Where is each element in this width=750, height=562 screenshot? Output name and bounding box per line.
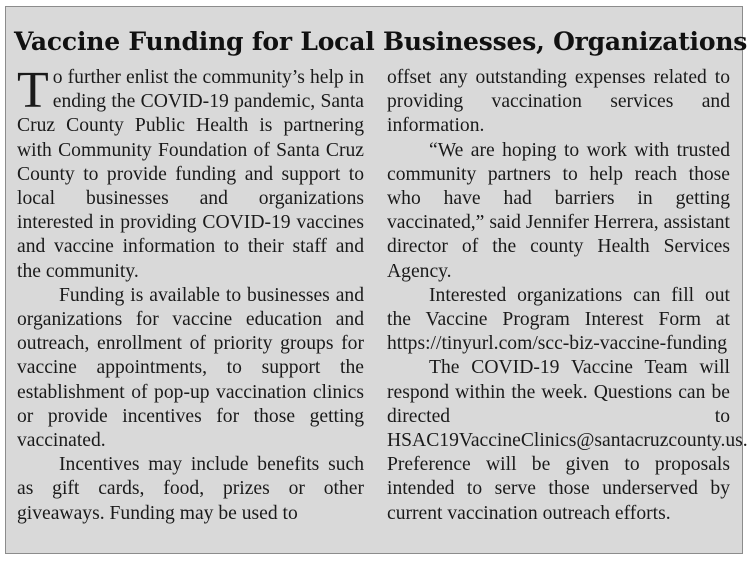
paragraph-6-contact: The COVID-19 Vaccine Team will respond within the week. Questions can be directed to HSAC19VaccineClinics@santacruzcounty.us. Preference will be given to proposals intended to serve those underserved by current vaccination outreach efforts. — [387, 357, 748, 524]
left-column — [17, 62, 364, 526]
paragraph-2: Funding is available to businesses and organizations for vaccine education and outreach, enrollment of priority groups for vaccine appointments, to support the establishment of pop-up vaccination clinics or provide incentives for those getting vaccinated. — [17, 284, 364, 452]
paragraph-4-quote: “We are hoping to work with trusted community partners to help reach those who have had barriers in getting vaccinated,” said Jennifer Herrera, assistant director of the county Health Services Agency. — [387, 139, 730, 282]
right-column — [387, 66, 748, 526]
paragraph-1-text: o further enlist the community’s help in ending the COVID-19 pandemic, Santa Cruz County Public Health is partnering with Community Foundation of Santa Cruz County to provide funding and support to local businesses and organizations interested in providing COVID-19 vaccines and vaccine information to their staff and the community. — [17, 67, 364, 282]
article-headline: Vaccine Funding for Local Businesses, Organizations — [14, 27, 748, 56]
paragraph-3-continued: offset any outstanding expenses related to providing vaccination services and information. — [387, 67, 730, 137]
paragraph-5-interest-form: Interested organizations can fill out the Vaccine Program Interest Form at https://tinyurl.com/scc-biz-vaccine-funding — [387, 284, 730, 355]
paragraph-1 — [17, 62, 364, 284]
drop-cap: T — [17, 62, 49, 119]
paragraph-3: Incentives may include benefits such as gift cards, food, prizes or other giveaways. Funding may be used to — [17, 454, 364, 524]
